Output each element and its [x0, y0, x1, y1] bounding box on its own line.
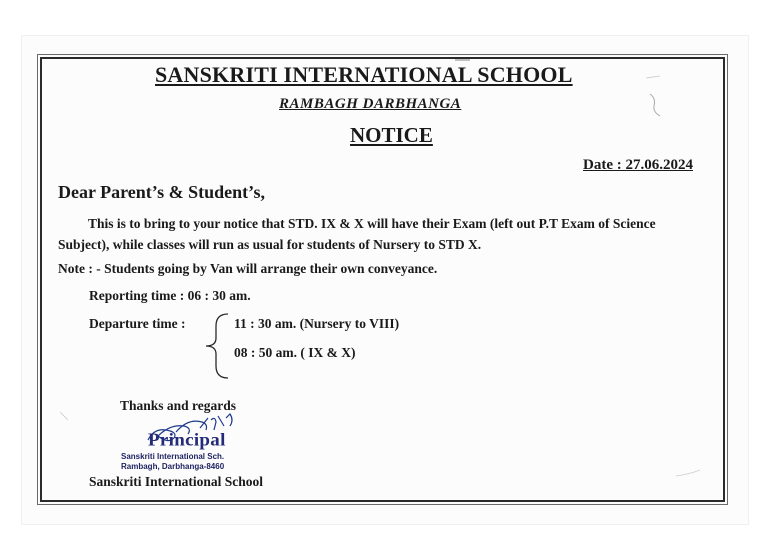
notice-date: Date : 27.06.2024	[583, 157, 693, 173]
thanks-text: Thanks and regards	[120, 398, 237, 413]
school-location: RAMBAGH DARBHANGA	[279, 96, 462, 112]
curly-brace-icon	[202, 312, 232, 380]
departure-time-senior: 08 : 50 am. ( IX & X)	[234, 345, 356, 360]
notice-paragraph: This is to bring to your notice that STD. IX & X will have their Exam (left out P.T Exam of Science Subject), while classes will run as usual for students of Nursery to STD X.	[58, 216, 656, 252]
stamp-principal: Principal	[148, 430, 226, 451]
van-note: Note : - Students going by Van will arrange their own conveyance.	[58, 261, 438, 276]
salutation: Dear Parent’s & Student’s,	[58, 182, 265, 202]
school-name: SANSKRITI INTERNATIONAL SCHOOL	[155, 62, 573, 87]
departure-label: Departure time :	[89, 316, 186, 331]
reporting-time: Reporting time : 06 : 30 am.	[89, 288, 251, 303]
stamp-address-line: Rambagh, Darbhanga-8460	[121, 462, 225, 471]
stamp-school-line: Sanskriti International Sch.	[121, 452, 225, 461]
departure-time-junior: 11 : 30 am. (Nursery to VIII)	[234, 316, 400, 331]
notice-title: NOTICE	[350, 123, 433, 147]
school-signoff: Sanskriti International School	[89, 474, 264, 489]
